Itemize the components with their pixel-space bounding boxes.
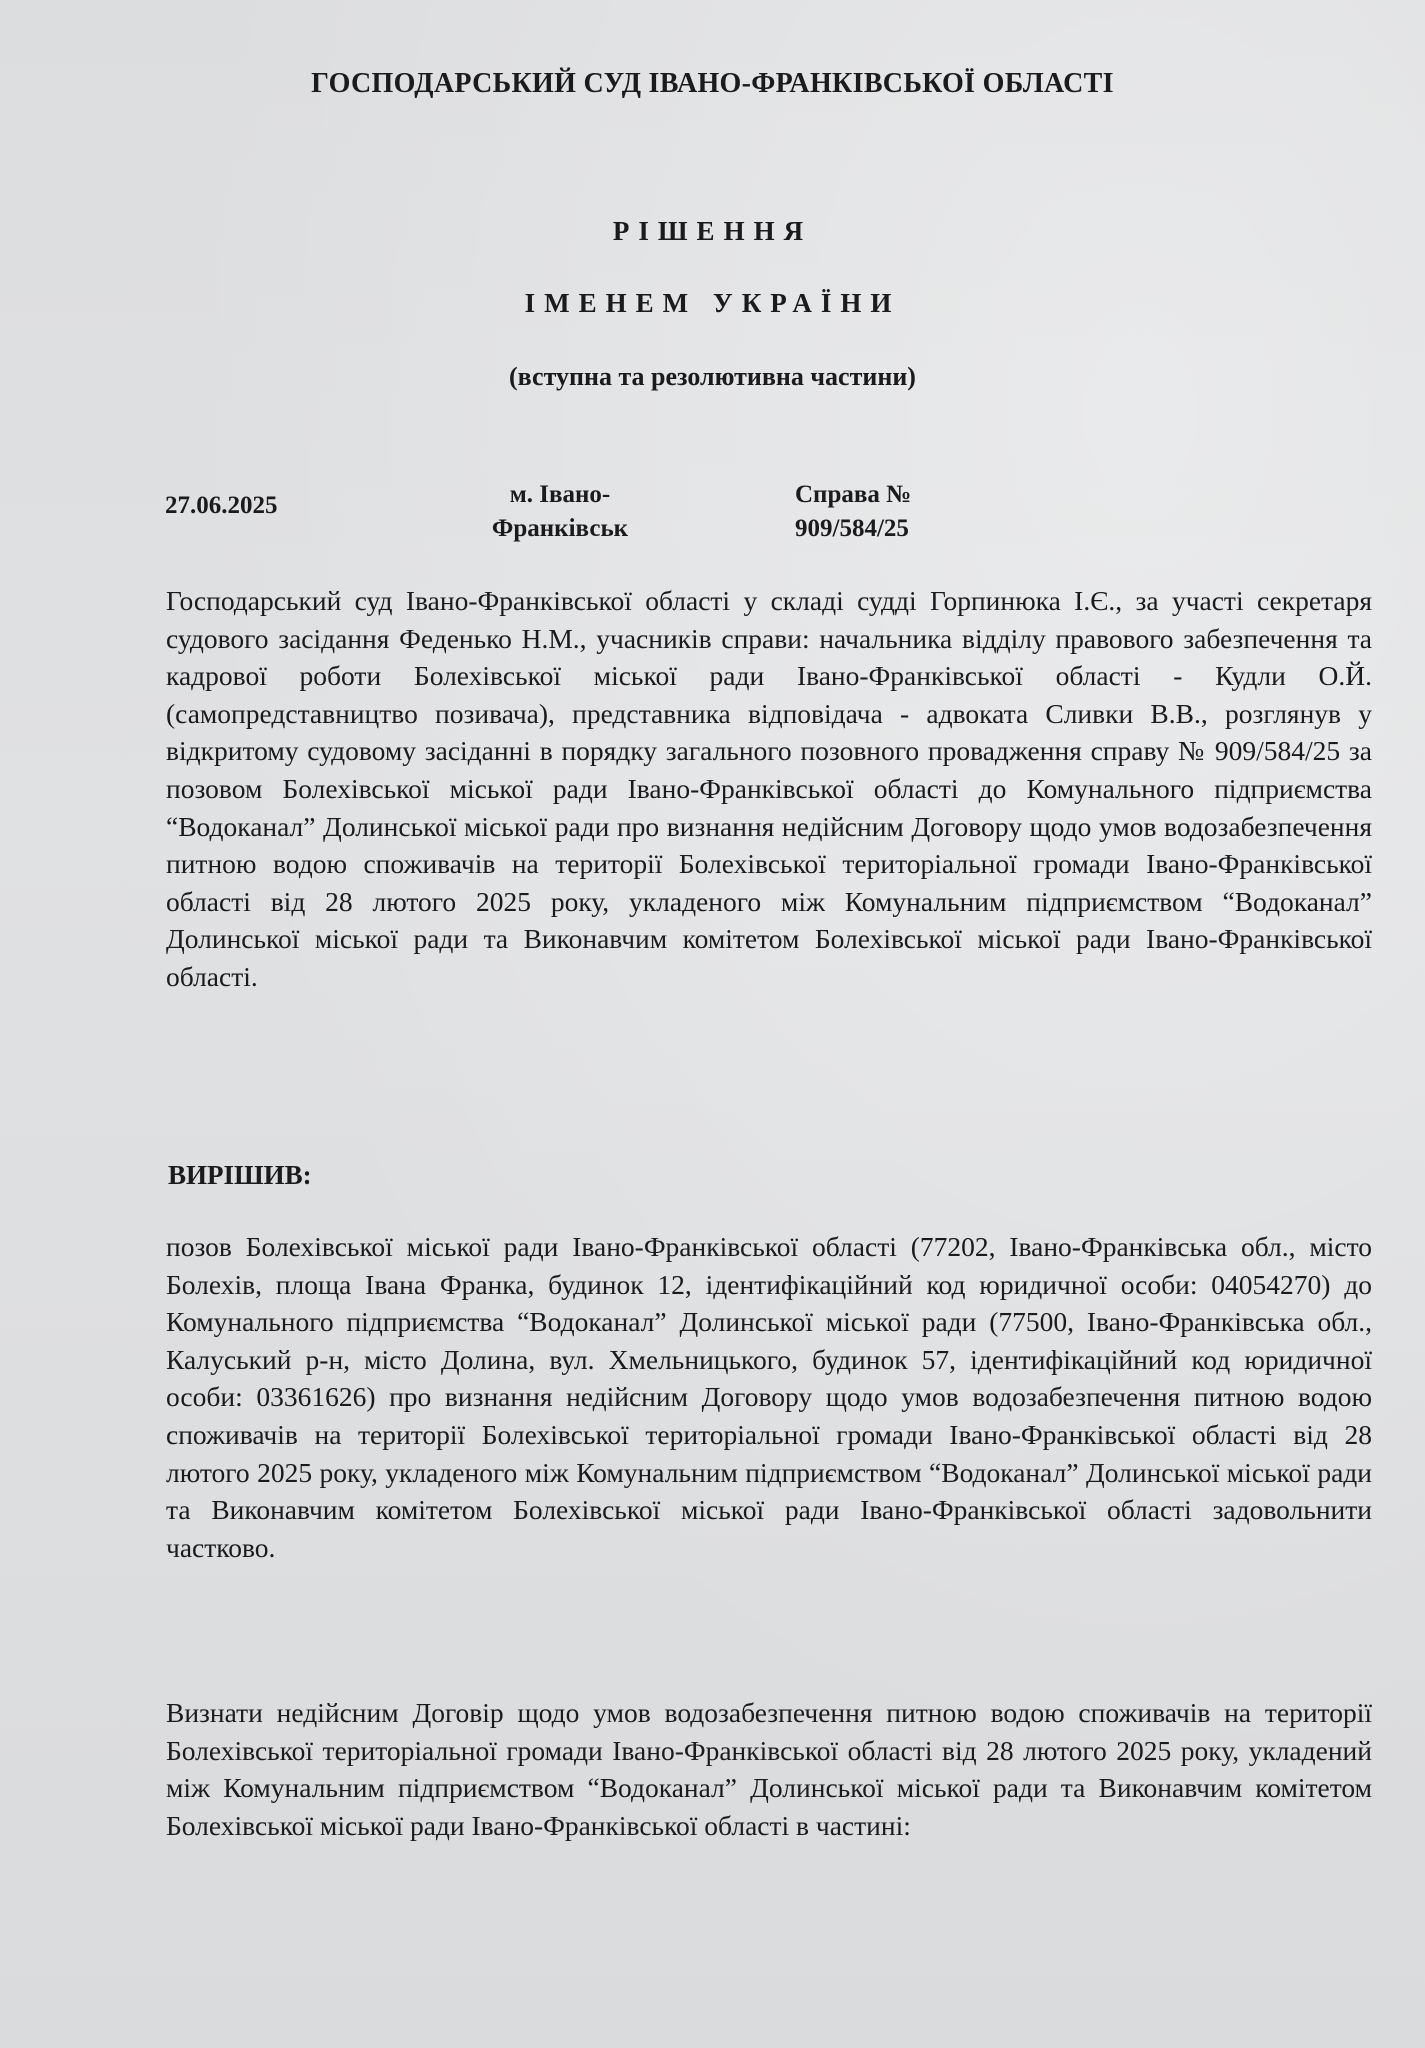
document-authority: ІМЕНЕМ УКРАЇНИ [524,288,901,318]
case-label: Справа № [795,481,912,508]
recognize-paragraph: Визнати недійсним Договір щодо умов водозабезпечення питною водою споживачів на території Болехівської територіальної громади Івано-Франківської області від 28 лютого 2025 року, укладений між Комунальним підприємством “Водоканал” Долинської міської ради та Виконавчим комітетом Болехівської міської ради Івано-Франківської області в частині: [166,1697,1372,1841]
intro-paragraph: Господарський суд Івано-Франківської області у складі судді Горпинюка І.Є., за участі секретаря судового засідання Феденько Н.М., учасників справи: начальника відділу правового забезпечення та кадрової роботи Болехівської міської ради Івано-Франківської області - Кудли О.Й. (самопредставництво позивача), представника відповідача - адвоката Сливки В.В., розглянув у відкритому судовому засіданні в порядку загального позовного провадження справу № 909/584/25 за позовом Болехівської міської ради Івано-Франківської області до Комунального підприємства “Водоканал” Долинської міської ради про визнання недійсним Договору щодо умов водозабезпечення питною водою споживачів на території Болехівської територіальної громади Івано-Франківської області від 28 лютого 2025 року, укладеного між Комунальним підприємством “Водоканал” Долинської міської ради та Виконавчим комітетом Болехівської міської ради Івано-Франківської області. [166,585,1372,992]
city-line-2: Франківськ [491,515,629,542]
decided-heading: ВИРІШИВ: [168,1160,312,1190]
decision-city [470,478,650,546]
case-value: 909/584/25 [795,515,909,542]
case-number [795,478,955,546]
decision-paragraph: позов Болехівської міської ради Івано-Франківської області (77202, Івано-Франківська обл., місто Болехів, площа Івана Франка, будинок 12, ідентифікаційний код юридичної особи: 04054270) до Комунального підприємства “Водоканал” Долинської міської ради (77500, Івано-Франківська обл., Калуський р-н, місто Долина, вул. Хмельницького, будинок 57, ідентифікаційний код юридичної особи: 03361626) про визнання недійсним Договору щодо умов водозабезпечення питною водою споживачів на території Болехівської територіальної громади Івано-Франківської області від 28 лютого 2025 року, укладеного між Комунальним підприємством “Водоканал” Долинської міської ради та Виконавчим комітетом Болехівської міської ради Івано-Франківської області задовольнити частково. [166,1231,1372,1563]
document-type: РІШЕННЯ [612,216,813,246]
court-name: ГОСПОДАРСЬКИЙ СУД ІВАНО-ФРАНКІВСЬКОЇ ОБЛАСТІ [311,68,1114,99]
document-parts: (вступна та резолютивна частини) [509,362,916,391]
decision-date: 27.06.2025 [165,492,278,519]
city-line-1: м. Івано- [509,481,611,508]
